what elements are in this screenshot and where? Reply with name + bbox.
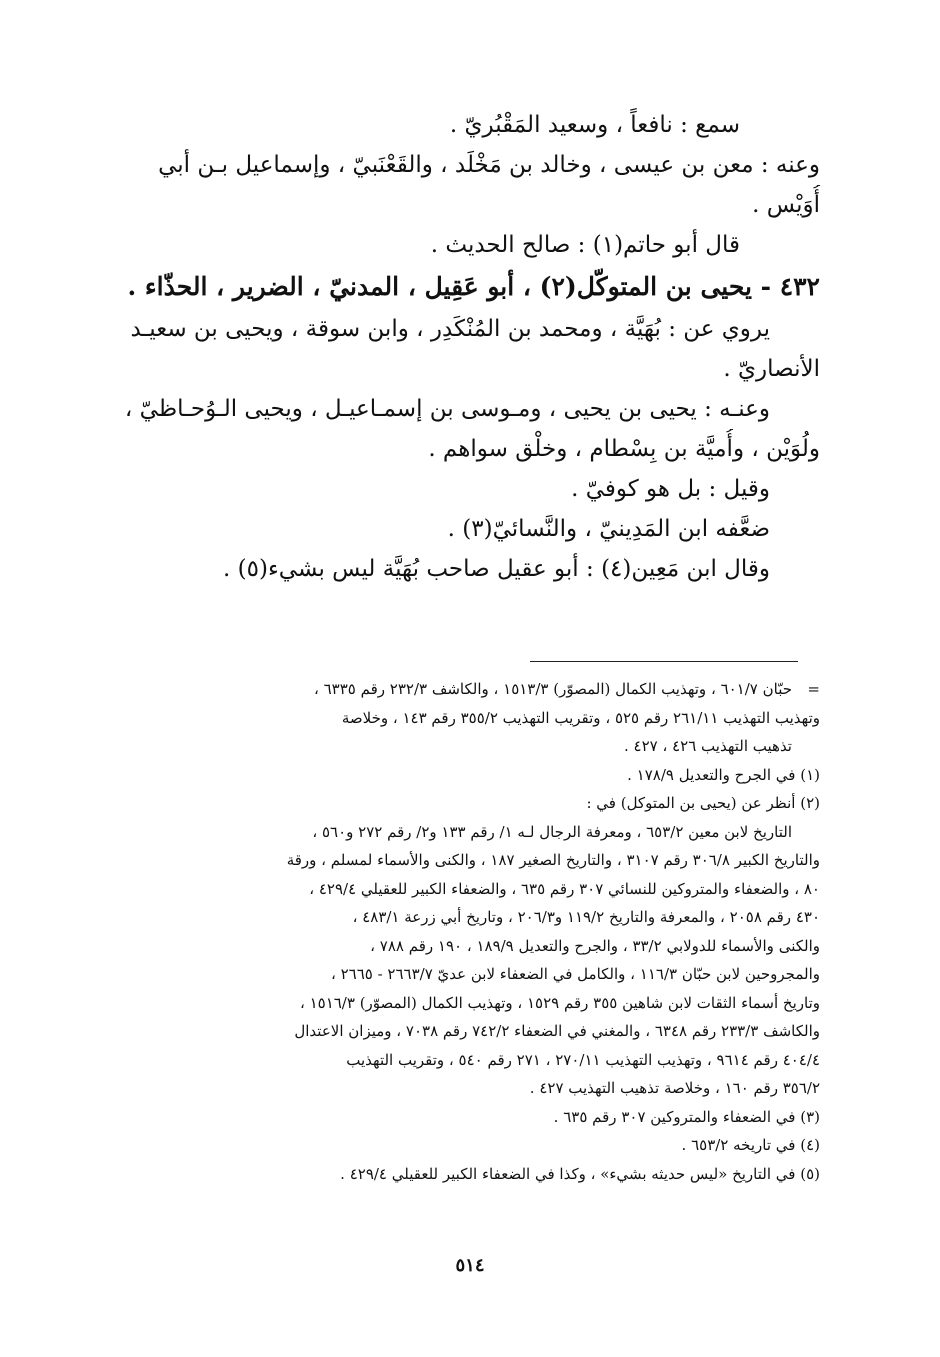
footnote-2-line: والكاشف ٢٣٣/٣ رقم ٦٣٤٨ ، والمغني في الضعفاء ٧٤٢/٢ رقم ٧٠٣٨ ، وميزان الاعتدال — [294, 1022, 820, 1040]
continuation-marker: = — [807, 680, 820, 698]
footnote-2-line: وتاريخ أسماء الثقات لابن شاهين ٣٥٥ رقم ١٥٢٩ ، وتهذيب الكمال (المصوّر) ١٥١٦/٣ ، — [299, 993, 820, 1012]
text-line: الأنصاريّ . — [723, 356, 820, 382]
text-line: وعنه : معن بن عيسى ، وخالد بن مَخْلَد ، والقَعْنَبيّ ، وإسماعيل بـن أبي — [158, 152, 820, 178]
entry-heading: ٤٣٢ - يحيى بن المتوكّل(٢) ، أبو عَقِيل ، المدنيّ ، الضرير ، الحذّاء . — [127, 272, 820, 301]
main-text — [100, 105, 820, 589]
footnote-continuation-line: وتهذيب التهذيب ٢٦١/١١ رقم ٥٢٥ ، وتقريب التهذيب ٣٥٥/٢ رقم ١٤٣ ، وخلاصة — [341, 708, 820, 727]
footnote-2-line: ٣٥٦/٢ رقم ١٦٠ ، وخلاصة تذهيب التهذيب ٤٢٧ . — [529, 1079, 820, 1097]
text-line: يروي عن : بُهَيَّة ، ومحمد بن المُنْكَدِر ، وابن سوقة ، ويحيى بن سعيـد — [130, 316, 770, 342]
footnote-2-line: ٨٠ ، والضعفاء والمتروكين للنسائي ٣٠٧ رقم ٦٣٥ ، والضعفاء الكبير للعقيلي ٤٢٩/٤ ، — [309, 879, 820, 898]
footnote-text: حبّان ٦٠١/٧ ، وتهذيب الكمال (المصوّر) ١٥١٣/٣ ، والكاشف ٢٣٢/٣ رقم ٦٣٣٥ ، — [314, 680, 792, 698]
text-line: أُوَيْس . — [752, 192, 820, 218]
footnote-2-line: والتاريخ الكبير ٣٠٦/٨ رقم ٣١٠٧ ، والتاريخ الصغير ١٨٧ ، والكنى والأسماء لمسلم ، ورقة — [286, 851, 820, 869]
text-line: وقيل : بل هو كوفيّ . — [571, 476, 770, 502]
footnote-separator — [530, 661, 798, 662]
footnote-continuation-line — [100, 675, 820, 704]
footnote-3: (٣) في الضعفاء والمتروكين ٣٠٧ رقم ٦٣٥ . — [553, 1107, 820, 1126]
text-line: ضعَّفه ابن المَدِينيّ ، والنَّسائيّ(٣) . — [447, 516, 770, 542]
footnote-2-line: ٤٠٤/٤ رقم ٩٦١٤ ، وتهذيب التهذيب ٢٧٠/١١ ، ٢٧١ رقم ٥٤٠ ، وتقريب التهذيب — [346, 1050, 820, 1069]
footnote-1: (١) في الجرح والتعديل ١٧٨/٩ . — [627, 765, 820, 784]
footnote-5: (٥) في التاريخ «ليس حديثه بشيء» ، وكذا في الضعفاء الكبير للعقيلي ٤٢٩/٤ . — [340, 1164, 820, 1183]
text-line: وقال ابن مَعِين(٤) : أبو عقيل صاحب بُهَيَّة ليس بشيء(٥) . — [223, 556, 770, 582]
footnote-2: (٢) أنظر عن (يحيى بن المتوكل) في : — [586, 794, 820, 812]
footnote-2-line: والكنى والأسماء للدولابي ٣٣/٢ ، والجرح والتعديل ١٨٩/٩ ، ١٩٠ رقم ٧٨٨ ، — [370, 936, 820, 955]
text-line: وعنـه : يحيى بن يحيى ، ومـوسى بن إسمـاعيـل ، ويحيى الـوُحـاظيّ ، — [124, 396, 770, 422]
footnote-continuation-line: تذهيب التهذيب ٤٢٦ ، ٤٢٧ . — [624, 737, 792, 755]
footnotes — [100, 675, 820, 1188]
footnote-2-line: ٤٣٠ رقم ٢٠٥٨ ، والمعرفة والتاريخ ١١٩/٢ و٢٠٦/٣ ، وتاريخ أبي زرعة ٤٨٣/١ ، — [352, 908, 820, 926]
text-line: قال أبو حاتم(١) : صالح الحديث . — [430, 232, 740, 258]
footnote-4: (٤) في تاريخه ٦٥٣/٢ . — [681, 1136, 820, 1154]
footnote-2-line: والمجروحين لابن حبّان ١١٦/٣ ، والكامل في الضعفاء لابن عديّ ٢٦٦٣/٧ - ٢٦٦٥ ، — [330, 965, 820, 983]
page-number: ٥١٤ — [455, 1255, 485, 1276]
text-line: سمع : نافعاً ، وسعيد المَقْبُريّ . — [449, 112, 740, 138]
footnote-2-line: التاريخ لابن معين ٦٥٣/٢ ، ومعرفة الرجال لـه ١/ رقم ١٣٣ و٢/ رقم ٢٧٢ و٥٦٠ ، — [312, 822, 792, 841]
text-line: ولُوَيْن ، وأُميَّة بن بِسْطام ، وخلْق سواهم . — [428, 436, 820, 462]
